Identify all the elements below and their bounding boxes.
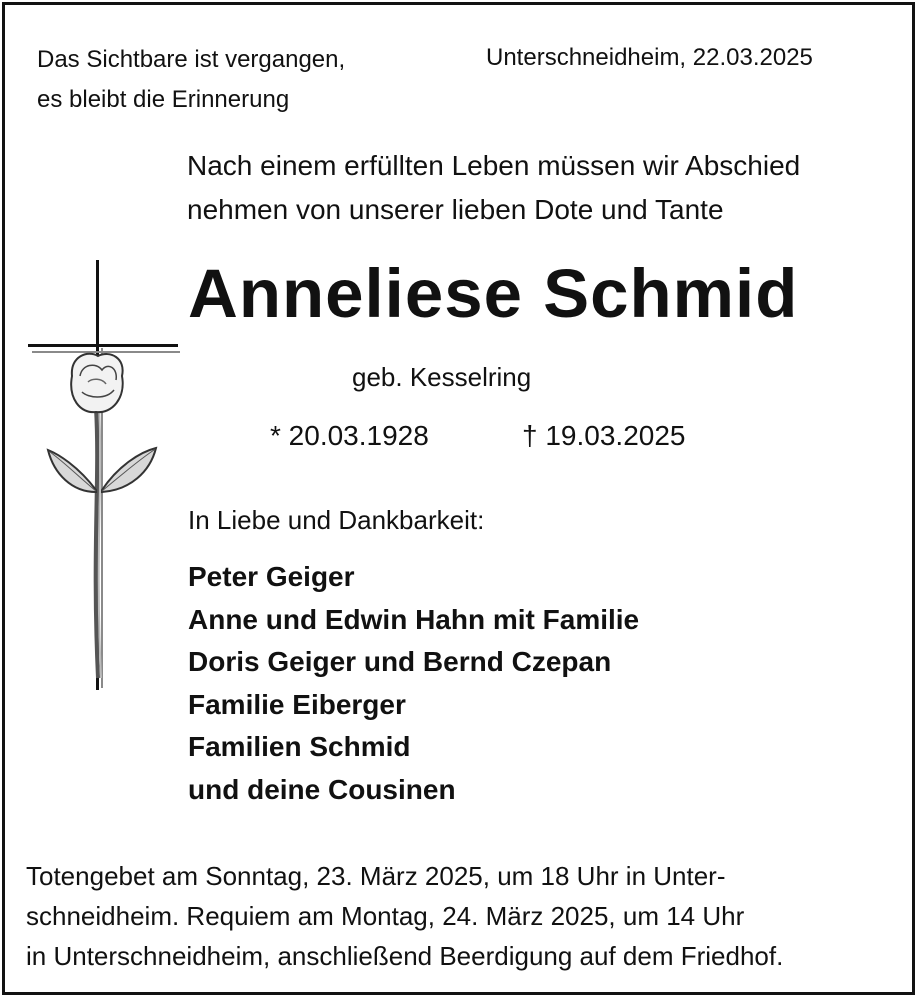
death-date: † 19.03.2025 <box>522 420 686 451</box>
service-line-1: Totengebet am Sonntag, 23. März 2025, um 18 Uhr in Unter- <box>26 861 726 891</box>
intro-line-1: Nach einem erfüllten Leben müssen wir Abschied <box>187 150 801 181</box>
motto-line-1: Das Sichtbare ist vergangen, <box>37 46 346 73</box>
motto <box>37 40 345 120</box>
mourner-item: Peter Geiger <box>188 561 355 592</box>
birth-name: geb. Kesselring <box>352 362 532 392</box>
intro-text <box>187 144 800 232</box>
motto-line-2: es bleibt die Erinnerung <box>37 86 290 113</box>
place-date: Unterschneidheim, 22.03.2025 <box>486 44 813 71</box>
mourner-item: Familie Eiberger <box>188 688 406 720</box>
service-line-2: schneidheim. Requiem am Montag, 24. März 2025, um 14 Uhr <box>26 901 745 931</box>
service-line-3: in Unterschneidheim, anschließend Beerdigung auf dem Friedhof. <box>26 941 784 971</box>
service-details <box>26 856 783 976</box>
deceased-name: Anneliese Schmid <box>188 255 799 332</box>
birth-date: * 20.03.1928 <box>270 420 429 451</box>
mourner-item: und deine Cousinen <box>188 773 456 805</box>
intro-line-2: nehmen von unserer lieben Dote und Tante <box>187 194 724 225</box>
cross-with-rose-icon <box>22 258 182 698</box>
mourner-item: Anne und Edwin Hahn mit Familie <box>188 603 640 635</box>
mourner-item: Familien Schmid <box>188 731 411 762</box>
mourners-list <box>188 556 639 811</box>
mourner-item: Doris Geiger und Bernd Czepan <box>188 646 612 677</box>
thanks-heading: In Liebe und Dankbarkeit: <box>188 505 485 535</box>
